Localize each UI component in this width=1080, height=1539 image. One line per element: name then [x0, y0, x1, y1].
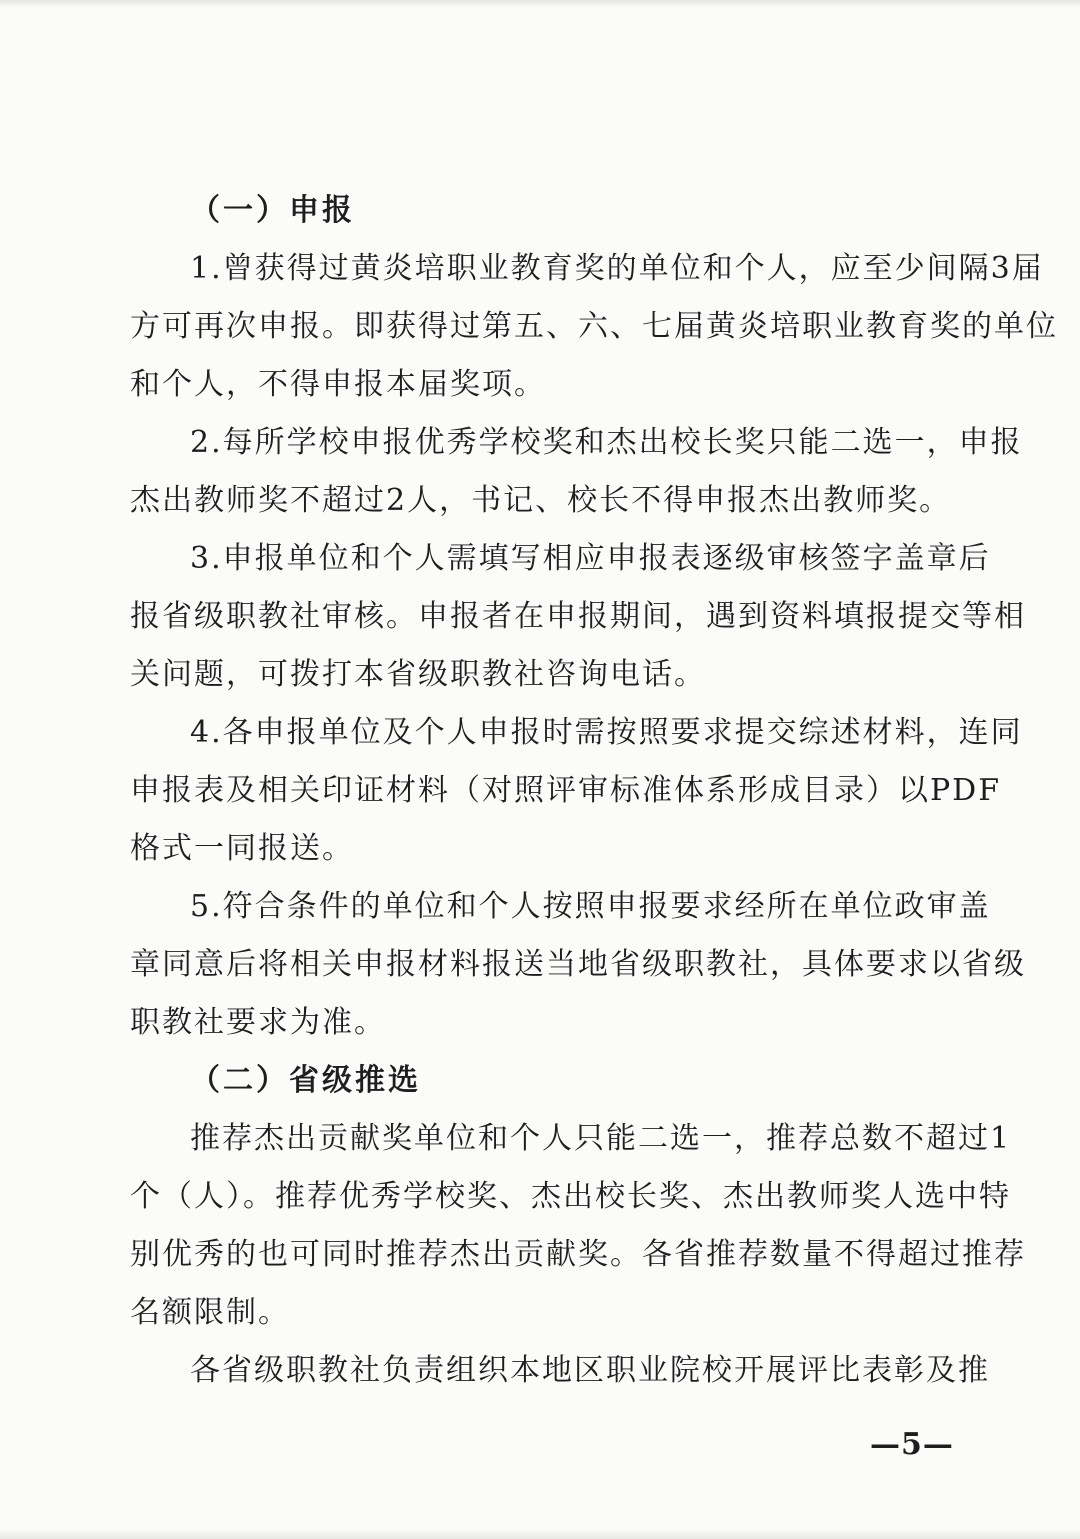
text-line: 方可再次申报。即获得过第五、六、七届黄炎培职业教育奖的单位	[130, 309, 1058, 344]
text-line: 各省级职教社负责组织本地区职业院校开展评比表彰及推	[190, 1353, 990, 1388]
scan-edge-bottom	[0, 1529, 1080, 1539]
page-number: —5—	[870, 1427, 954, 1462]
paragraph	[130, 704, 1023, 878]
paragraph	[130, 1342, 990, 1400]
text-line: 推荐杰出贡献奖单位和个人只能二选一，推荐总数不超过1	[190, 1121, 1012, 1156]
text-line: 1.曾获得过黄炎培职业教育奖的单位和个人，应至少间隔3届	[190, 251, 1044, 286]
text-line: 申报表及相关印证材料（对照评审标准体系形成目录）以PDF	[130, 773, 1002, 808]
text-line: 5.符合条件的单位和个人按照申报要求经所在单位政审盖	[190, 889, 991, 924]
text-line: 格式一同报送。	[130, 831, 354, 866]
text-line: 3.申报单位和个人需填写相应申报表逐级审核签字盖章后	[190, 541, 991, 576]
text-line: 个（人）。推荐优秀学校奖、杰出校长奖、杰出教师奖人选中特	[130, 1179, 1011, 1214]
paragraph	[130, 530, 1026, 704]
paragraph	[130, 1110, 1026, 1342]
section-heading: （二）省级推选	[190, 1063, 421, 1098]
text-line: 报省级职教社审核。申报者在申报期间，遇到资料填报提交等相	[130, 599, 1026, 634]
section-heading: （一）申报	[190, 193, 355, 228]
paragraph	[130, 240, 1058, 414]
document-body	[130, 182, 1058, 1400]
text-line: 4.各申报单位及个人申报时需按照要求提交综述材料，连同	[190, 715, 1023, 750]
text-line: 别优秀的也可同时推荐杰出贡献奖。各省推荐数量不得超过推荐	[130, 1237, 1026, 1272]
text-line: 职教社要求为准。	[130, 1005, 386, 1040]
text-line: 2.每所学校申报优秀学校奖和杰出校长奖只能二选一，申报	[190, 425, 1023, 460]
text-line: 名额限制。	[130, 1295, 290, 1330]
text-line: 和个人，不得申报本届奖项。	[130, 367, 546, 402]
scan-edge-top	[0, 0, 1080, 8]
text-line: 杰出教师奖不超过2人，书记、校长不得申报杰出教师奖。	[130, 483, 952, 518]
text-line: 章同意后将相关申报材料报送当地省级职教社，具体要求以省级	[130, 947, 1026, 982]
text-line: 关问题，可拨打本省级职教社咨询电话。	[130, 657, 706, 692]
paragraph	[130, 414, 1023, 530]
paragraph	[130, 878, 1026, 1052]
